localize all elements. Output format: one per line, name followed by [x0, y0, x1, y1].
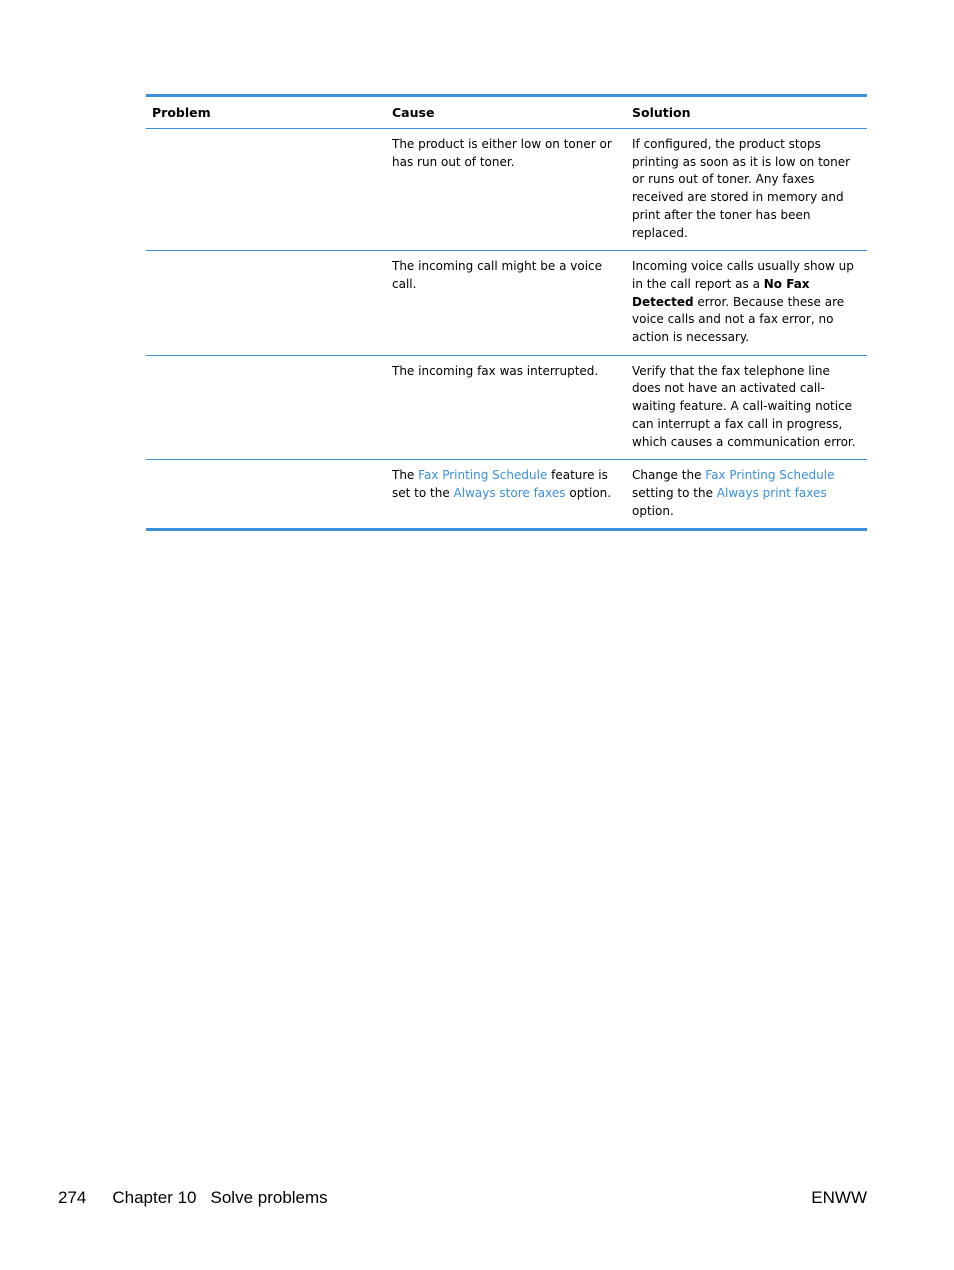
header-problem: Problem [146, 96, 386, 129]
table-row [146, 251, 867, 356]
cause-cell: The incoming call might be a voice call. [386, 251, 626, 356]
always-print-faxes-link[interactable]: Always print faxes [716, 485, 827, 500]
cause-cell [386, 460, 626, 530]
cause-cell: The incoming fax was interrupted. [386, 355, 626, 460]
solution-cell [626, 460, 867, 530]
problem-cell [146, 460, 386, 530]
chapter-label: Chapter 10 [112, 1188, 197, 1207]
always-store-faxes-link[interactable]: Always store faxes [453, 485, 566, 500]
cause-cell: The product is either low on toner or has run out of toner. [386, 129, 626, 251]
fax-printing-schedule-link[interactable]: Fax Printing Schedule [705, 468, 835, 483]
solution-text: setting to the [632, 485, 717, 500]
solution-text: Change the [632, 468, 706, 483]
cause-text: option. [565, 485, 612, 500]
table-row [146, 460, 867, 530]
no-fax-detected-term: No Fax Detected [632, 276, 810, 309]
solution-text: error. Because these are voice calls and not a fax error, no action is necessary. [632, 294, 845, 345]
cause-text: feature is set to the [392, 468, 608, 500]
solution-text: Incoming voice calls usually show up in the call report as a [632, 259, 854, 291]
table-header-row [146, 96, 867, 129]
solution-text: option. [632, 503, 674, 518]
solution-cell [626, 251, 867, 356]
cause-text: The [392, 468, 419, 483]
troubleshooting-table [146, 94, 867, 531]
page-footer [58, 1188, 328, 1208]
solution-cell: Verify that the fax telephone line does not have an activated call-waiting feature. A call-waiting notice can interrupt a fax call in progress, which causes a communication error. [626, 355, 867, 460]
fax-printing-schedule-link[interactable]: Fax Printing Schedule [418, 468, 548, 483]
page-number: 274 [58, 1188, 87, 1207]
problem-cell [146, 355, 386, 460]
problem-cell [146, 251, 386, 356]
table-row [146, 355, 867, 460]
header-cause: Cause [386, 96, 626, 129]
solution-cell: If configured, the product stops printing as soon as it is low on toner or runs out of toner. Any faxes received are stored in memory and print after the toner has been replaced. [626, 129, 867, 251]
table-row [146, 129, 867, 251]
header-solution: Solution [626, 96, 867, 129]
footer-locale-code: ENWW [811, 1188, 867, 1207]
section-title: Solve problems [210, 1188, 328, 1207]
problem-cell [146, 129, 386, 251]
